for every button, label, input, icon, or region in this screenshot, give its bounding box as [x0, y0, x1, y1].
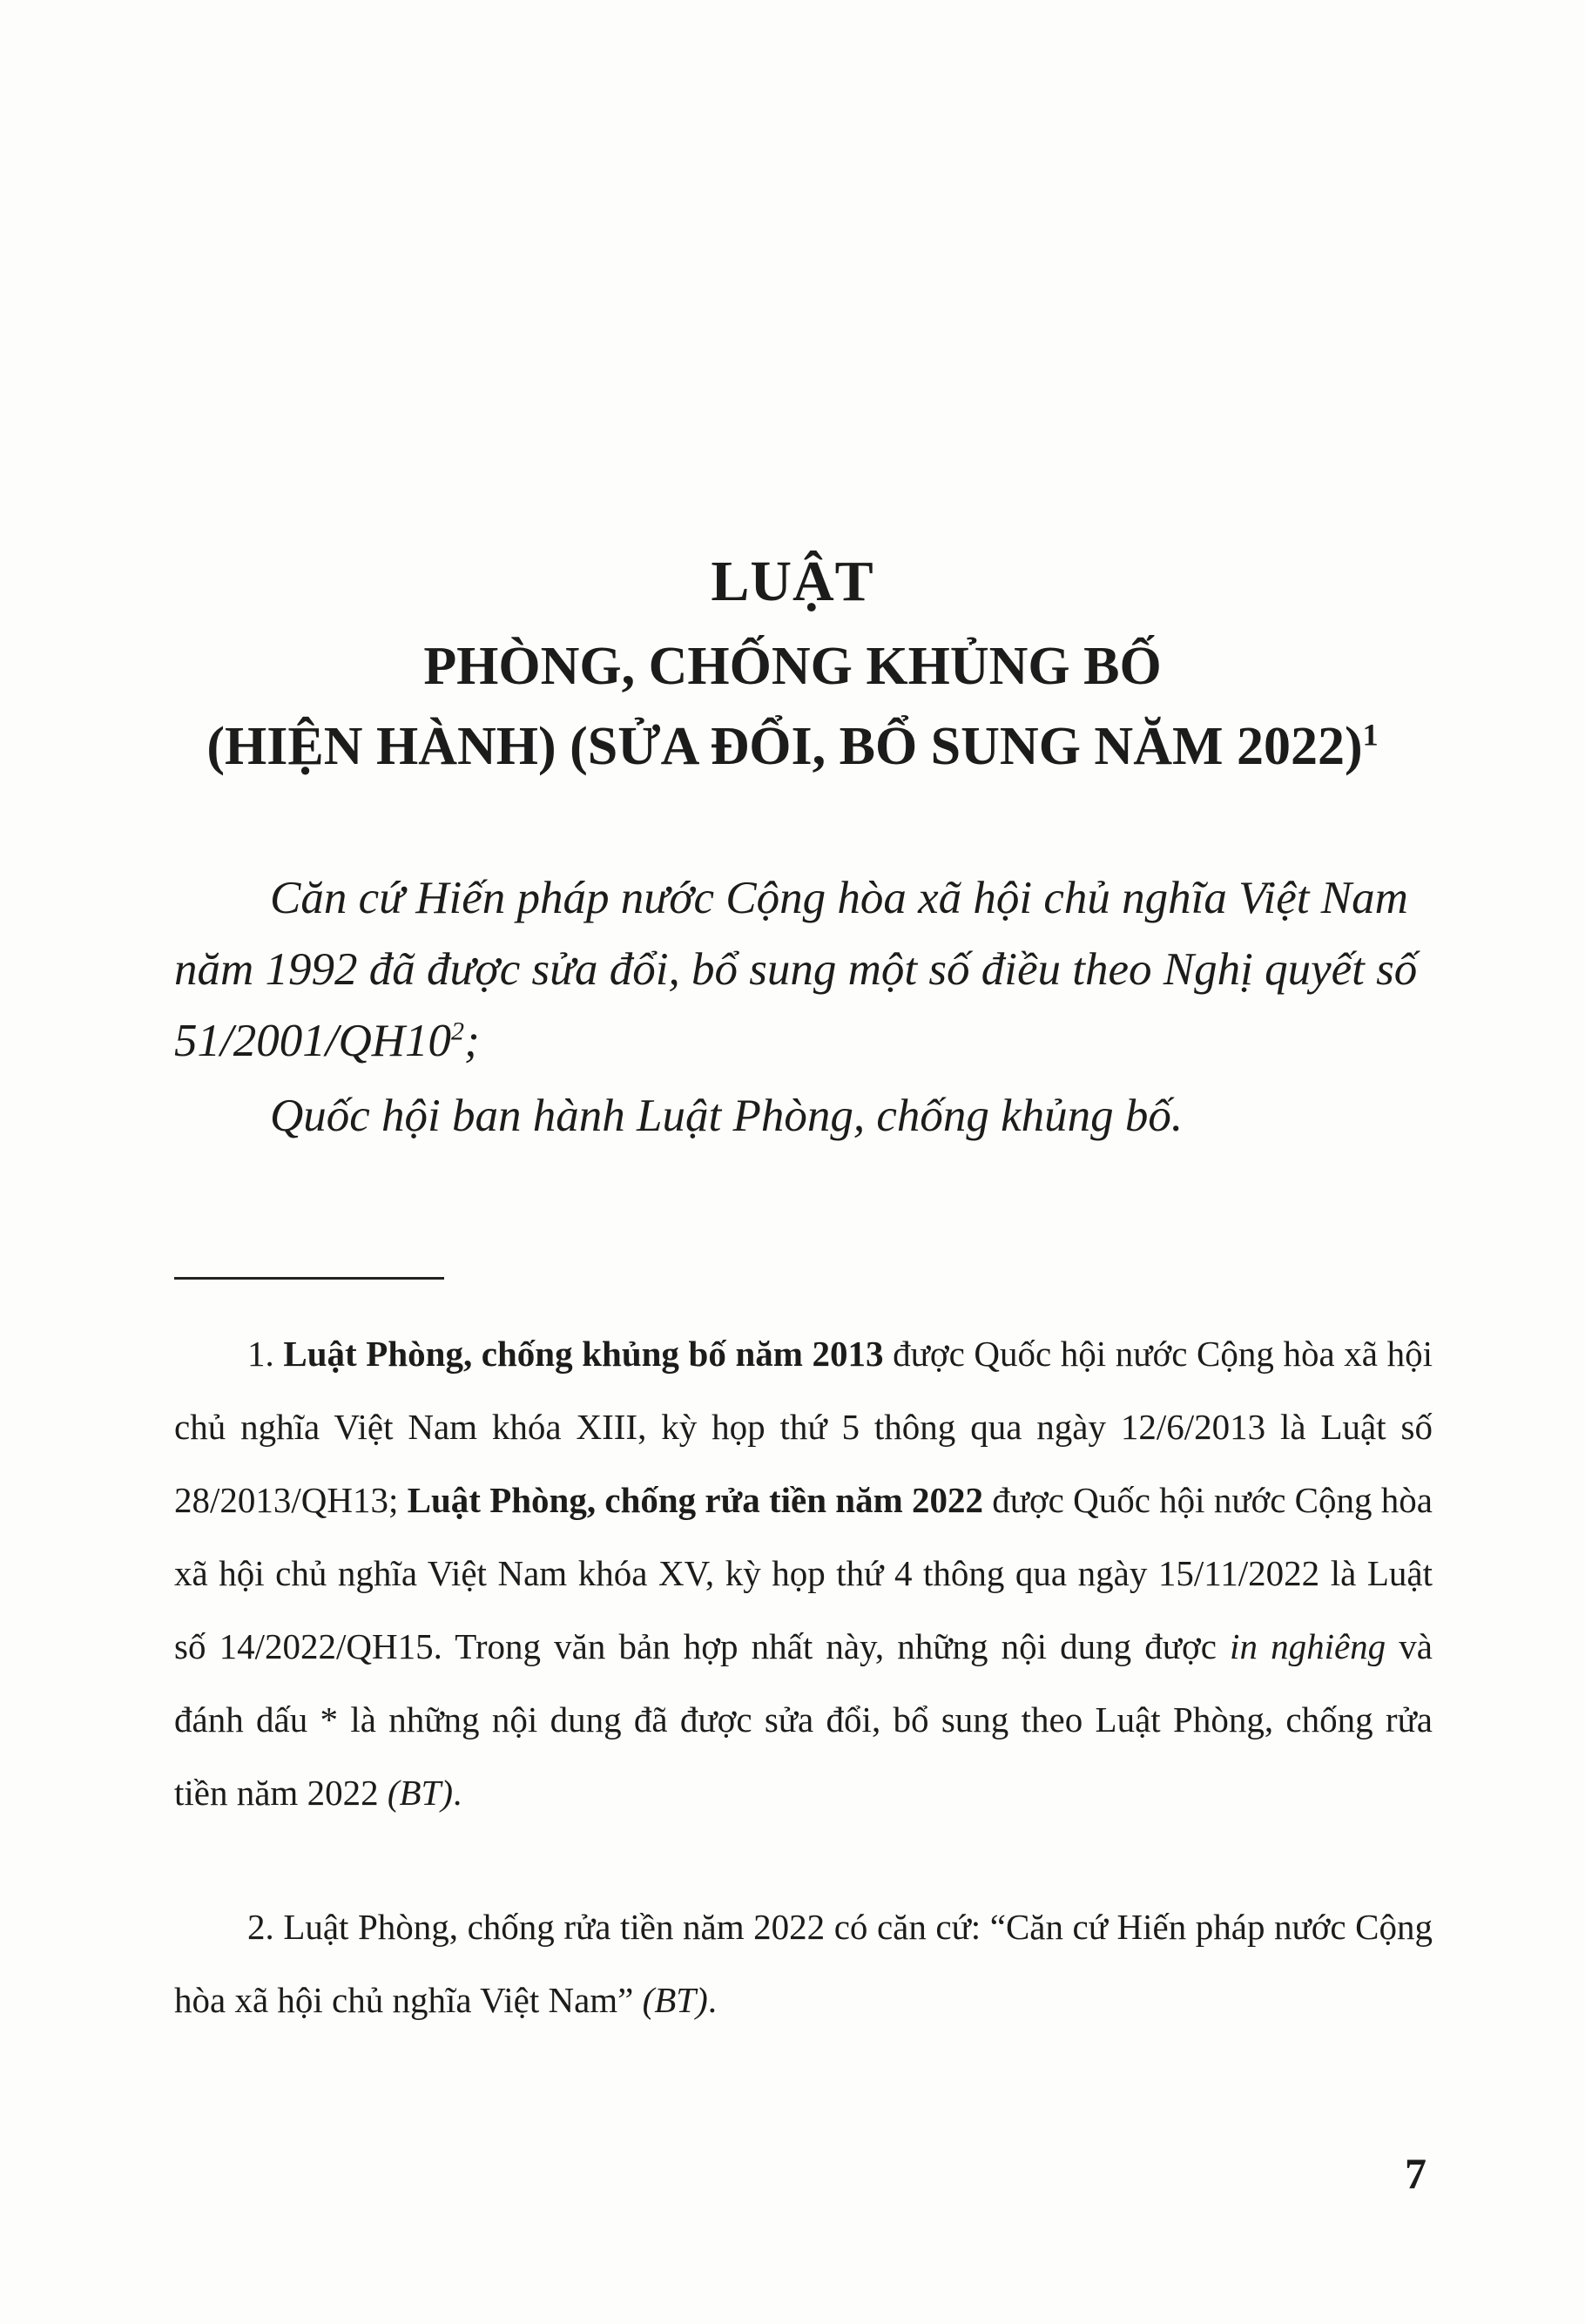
law-title-line-3 — [0, 716, 1585, 778]
preamble-paragraph-1 — [174, 862, 1437, 1077]
preamble-paragraph-2 — [174, 1080, 1437, 1152]
law-title-line-2: PHÒNG, CHỐNG KHỦNG BỐ — [423, 637, 1162, 696]
footnote-1-text-4: . — [452, 1773, 462, 1813]
footnote-divider — [174, 1277, 444, 1280]
law-title-line-3-text: (HIỆN HÀNH) (SỬA ĐỔI, BỔ SUNG NĂM 2022) — [206, 717, 1363, 776]
footnote-ref-1: 1 — [1362, 717, 1379, 753]
footnote-1-number: 1. — [247, 1334, 284, 1374]
preamble-text-1: Căn cứ Hiến pháp nước Cộng hòa xã hội chủ nghĩa Việt Nam năm 1992 đã được sửa đổi, bổ sung một số điều theo Nghị quyết số 51/2001/QH10 — [174, 873, 1418, 1066]
footnote-2-text-2: . — [707, 1980, 718, 2020]
footnote-2-text-1: Luật Phòng, chống rửa tiền năm 2022 có căn cứ: “Căn cứ Hiến pháp nước Cộng hòa xã hội chủ nghĩa Việt Nam” — [174, 1907, 1433, 2020]
footnote-2 — [174, 1890, 1433, 2037]
footnote-1-text-1: được Quốc hội nước Cộng hòa xã hội chủ nghĩa Việt Nam khóa XIII, kỳ họp thứ 5 thông qua ngày 12/6/2013 là Luật số 28/2013/QH13; — [174, 1334, 1433, 1520]
preamble-text-2: Quốc hội ban hành Luật Phòng, chống khủng bố. — [270, 1091, 1184, 1141]
footnote-1-bold-1: Luật Phòng, chống khủng bố năm 2013 — [283, 1334, 884, 1374]
page-number: 7 — [1405, 2149, 1426, 2198]
preamble-text-1-end: ; — [464, 1016, 480, 1066]
footnote-1-italic-2: (BT) — [387, 1773, 453, 1813]
footnote-ref-2: 2 — [451, 1017, 464, 1046]
footnote-2-number: 2. — [247, 1907, 284, 1947]
footnote-1-italic-1: in nghiêng — [1230, 1626, 1386, 1666]
footnote-1 — [174, 1317, 1433, 1829]
law-title-line-1: LUẬT — [711, 550, 874, 613]
footnote-1-bold-2: Luật Phòng, chống rửa tiền năm 2022 — [407, 1480, 983, 1520]
footnote-1-text-2: được Quốc hội nước Cộng hòa xã hội chủ nghĩa Việt Nam khóa XV, kỳ họp thứ 4 thông qua ngày 15/11/2022 là Luật số 14/2022/QH15. Trong văn bản hợp nhất này, những nội dung được — [174, 1480, 1433, 1666]
footnote-2-italic-1: (BT) — [642, 1980, 708, 2020]
footnote-1-text-3: và đánh dấu * là những nội dung đã được sửa đổi, bổ sung theo Luật Phòng, chống rửa tiền năm 2022 — [174, 1626, 1433, 1813]
